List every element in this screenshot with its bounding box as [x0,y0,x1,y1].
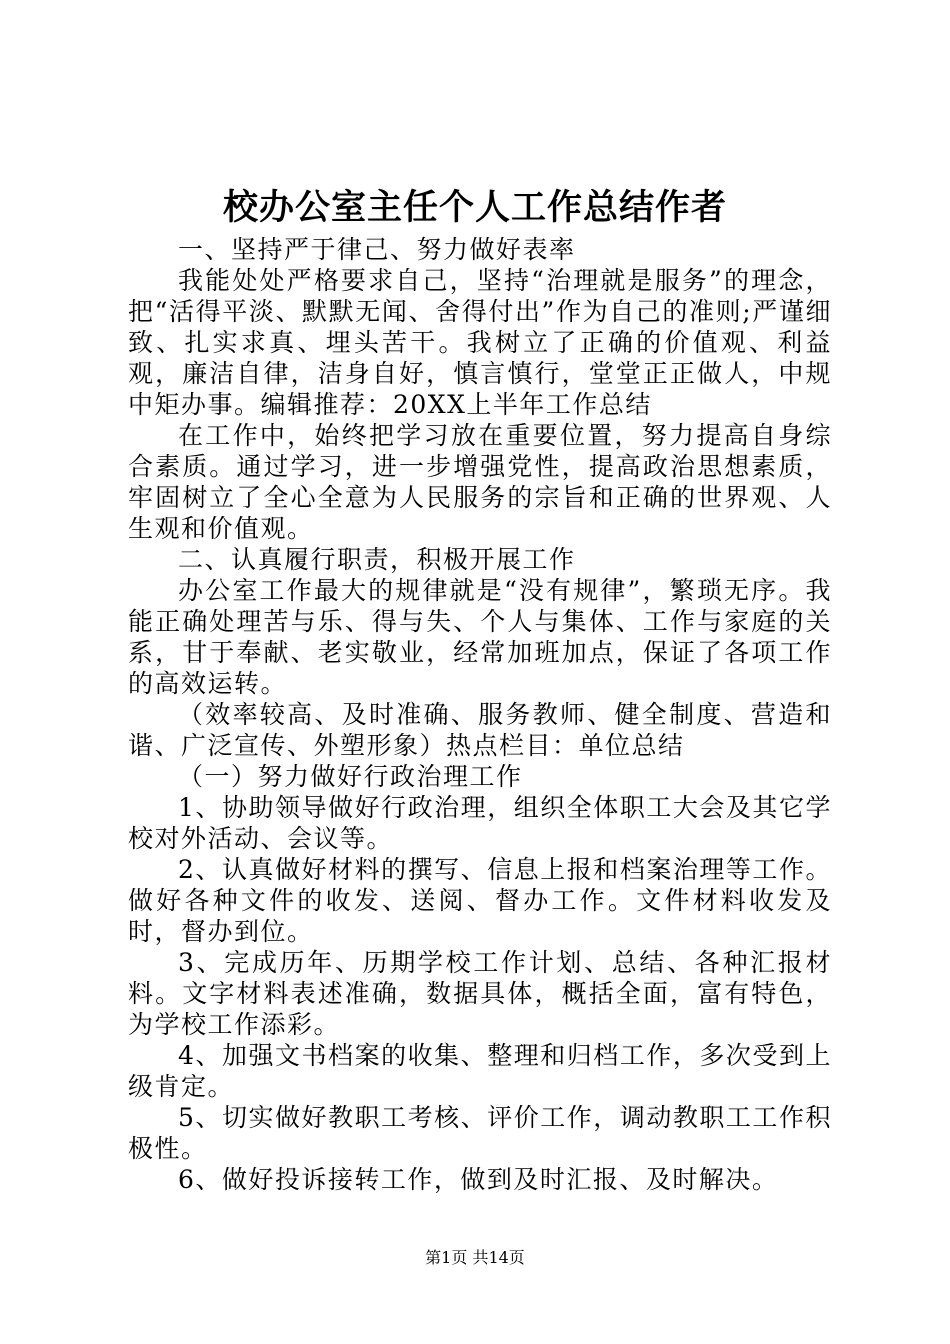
section-heading-1: 一、坚持严于律己、努力做好表率 [178,235,576,264]
paragraph: 办公室工作最大的规律就是“没有规律”，繁琐无序。我能正确处理苦与乐、得与失、个人与集体、工作与家庭的关系，甘于奉献、老实敬业，经常加班加点，保证了各项工作的高效运转。 [128,576,832,698]
list-item: 6、做好投诉接转工作，做到及时汇报、及时解决。 [178,1165,779,1194]
list-item: 5、切实做好教职工考核、评价工作，调动教职工工作积极性。 [128,1103,832,1163]
list-item: 3、完成历年、历期学校工作计划、总结、各种汇报材料。文字材料表述准确，数据具体，概括全面，富有特色，为学校工作添彩。 [128,948,832,1039]
subsection-heading: （一）努力做好行政治理工作 [178,762,523,791]
list-item: 4、加强文书档案的收集、整理和归档工作，多次受到上级肯定。 [128,1041,832,1101]
page-number: 第1页 共14页 [425,1248,525,1267]
list-item: 1、协助领导做好行政治理，组织全体职工大会及其它学校对外活动、会议等。 [128,793,832,853]
document-body [128,234,832,1195]
paragraph: （效率较高、及时准确、服务教师、健全制度、营造和谐、广泛宣传、外塑形象）热点栏目：单位总结 [128,700,832,760]
paragraph: 我能处处严格要求自己，坚持“治理就是服务”的理念，把“活得平淡、默默无闻、舍得付出”作为自己的准则;严谨细致、扎实求真、埋头苦干。我树立了正确的价值观、利益观，廉洁自律，洁身自好，慎言慎行，堂堂正正做人，中规中矩办事。编辑推荐：20XX上半年工作总结 [128,266,832,419]
section-heading-2: 二、认真履行职责，积极开展工作 [178,545,576,574]
paragraph: 在工作中，始终把学习放在重要位置，努力提高自身综合素质。通过学习，进一步增强党性，提高政治思想素质，牢固树立了全心全意为人民服务的宗旨和正确的世界观、人生观和价值观。 [128,421,832,543]
list-item: 2、认真做好材料的撰写、信息上报和档案治理等工作。做好各种文件的收发、送阅、督办工作。文件材料收发及时，督办到位。 [128,855,832,946]
document-title: 校办公室主任个人工作总结作者 [222,187,727,228]
